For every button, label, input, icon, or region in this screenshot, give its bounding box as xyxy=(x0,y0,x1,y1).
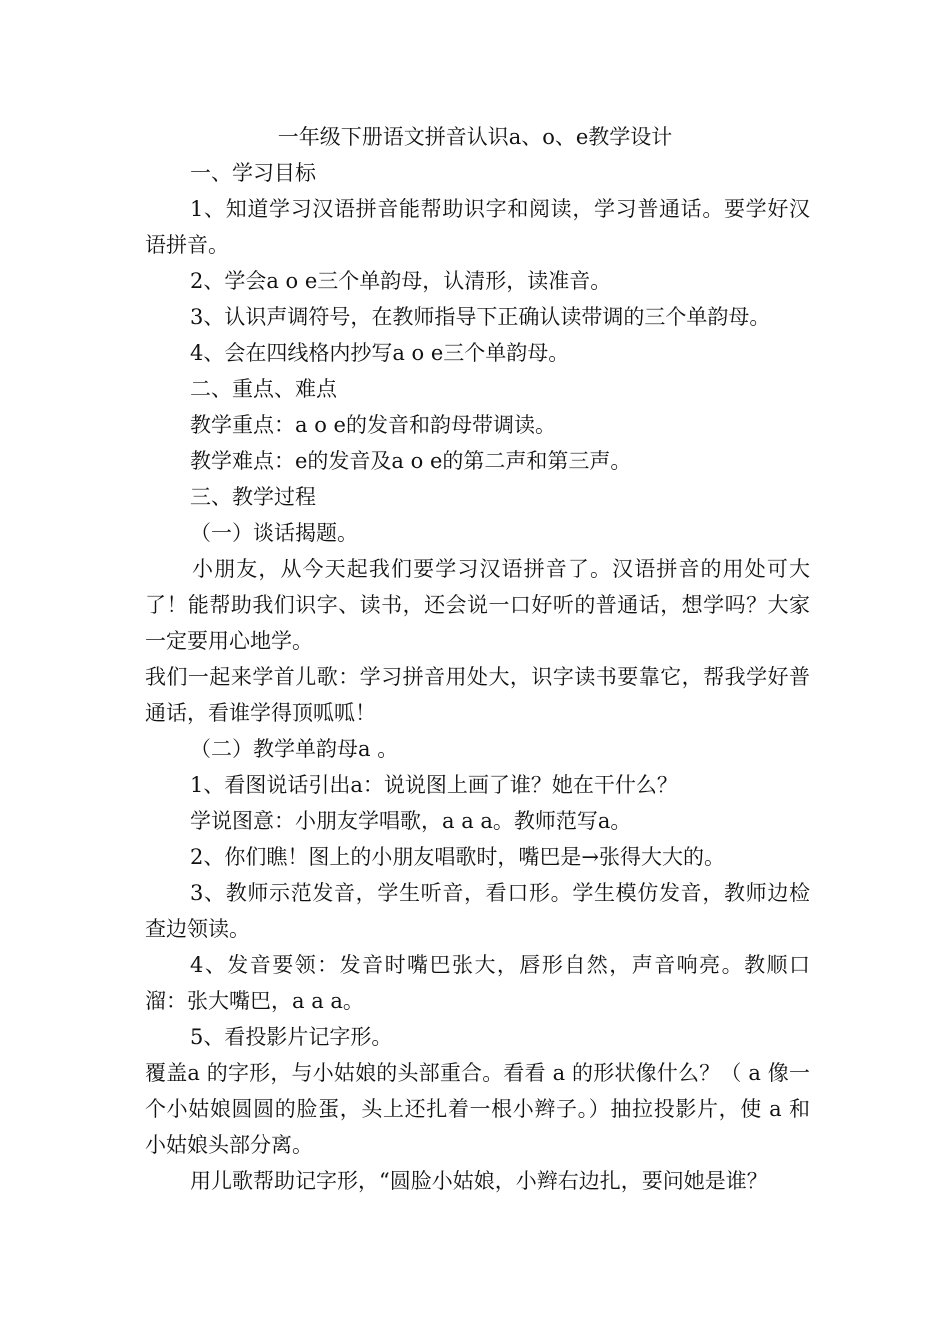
subsection-heading-intro: （一）谈话揭题。 xyxy=(190,521,358,545)
section-heading-process: 三、教学过程 xyxy=(190,485,316,509)
key-point: 教学重点：a o e的发音和韵母带调读。 xyxy=(190,413,556,437)
subsection-heading-vowel-a: （二）教学单韵母a 。 xyxy=(190,737,399,761)
difficult-point: 教学难点：e的发音及a o e的第二声和第三声。 xyxy=(190,449,632,473)
step-item-1-detail: 学说图意：小朋友学唱歌，a a a。教师范写a。 xyxy=(190,809,632,833)
step-item-2: 2、你们瞧！图上的小朋友唱歌时，嘴巴是→张得大大的。 xyxy=(190,845,725,869)
step-item-5: 5、看投影片记字形。 xyxy=(190,1025,393,1049)
step-item-3: 3、教师示范发音，学生听音，看口形。学生模仿发音，教师边检查边领读。 xyxy=(145,881,810,941)
shape-rhyme-paragraph: 用儿歌帮助记字形，“圆脸小姑娘，小辫右边扎，要问她是谁？ xyxy=(190,1169,768,1193)
goal-item-2: 2、学会a o e三个单韵母，认清形，读准音。 xyxy=(190,269,612,293)
rhyme-paragraph: 我们一起来学首儿歌：学习拼音用处大，识字读书要靠它，帮我学好普通话，看谁学得顶呱呱！ xyxy=(145,665,810,725)
goal-item-3: 3、认识声调符号，在教师指导下正确认读带调的三个单韵母。 xyxy=(190,305,771,329)
section-heading-goals: 一、学习目标 xyxy=(190,161,316,185)
goal-item-4: 4、会在四线格内抄写a o e三个单韵母。 xyxy=(190,341,570,365)
document-body xyxy=(145,155,810,1199)
document-title: 一年级下册语文拼音认识a、o、e教学设计 xyxy=(277,125,673,149)
section-heading-key-points: 二、重点、难点 xyxy=(190,377,337,401)
intro-paragraph: 小朋友，从今天起我们要学习汉语拼音了。汉语拼音的用处可大了！能帮助我们识字、读书，还会说一口好听的普通话，想学吗？大家一定要用心地学。 xyxy=(145,557,810,653)
projection-paragraph: 覆盖a 的字形，与小姑娘的头部重合。看看 a 的形状像什么？（ a 像一个小姑娘圆圆的脸蛋，头上还扎着一根小辫子。）抽拉投影片，使 a 和小姑娘头部分离。 xyxy=(145,1061,810,1157)
step-item-1: 1、看图说话引出a：说说图上画了谁？她在干什么？ xyxy=(190,773,678,797)
goal-item-1: 1、知道学习汉语拼音能帮助识字和阅读，学习普通话。要学好汉语拼音。 xyxy=(145,197,810,257)
step-item-4: 4、发音要领：发音时嘴巴张大，唇形自然，声音响亮。教顺口溜：张大嘴巴，a a a。 xyxy=(145,953,810,1013)
